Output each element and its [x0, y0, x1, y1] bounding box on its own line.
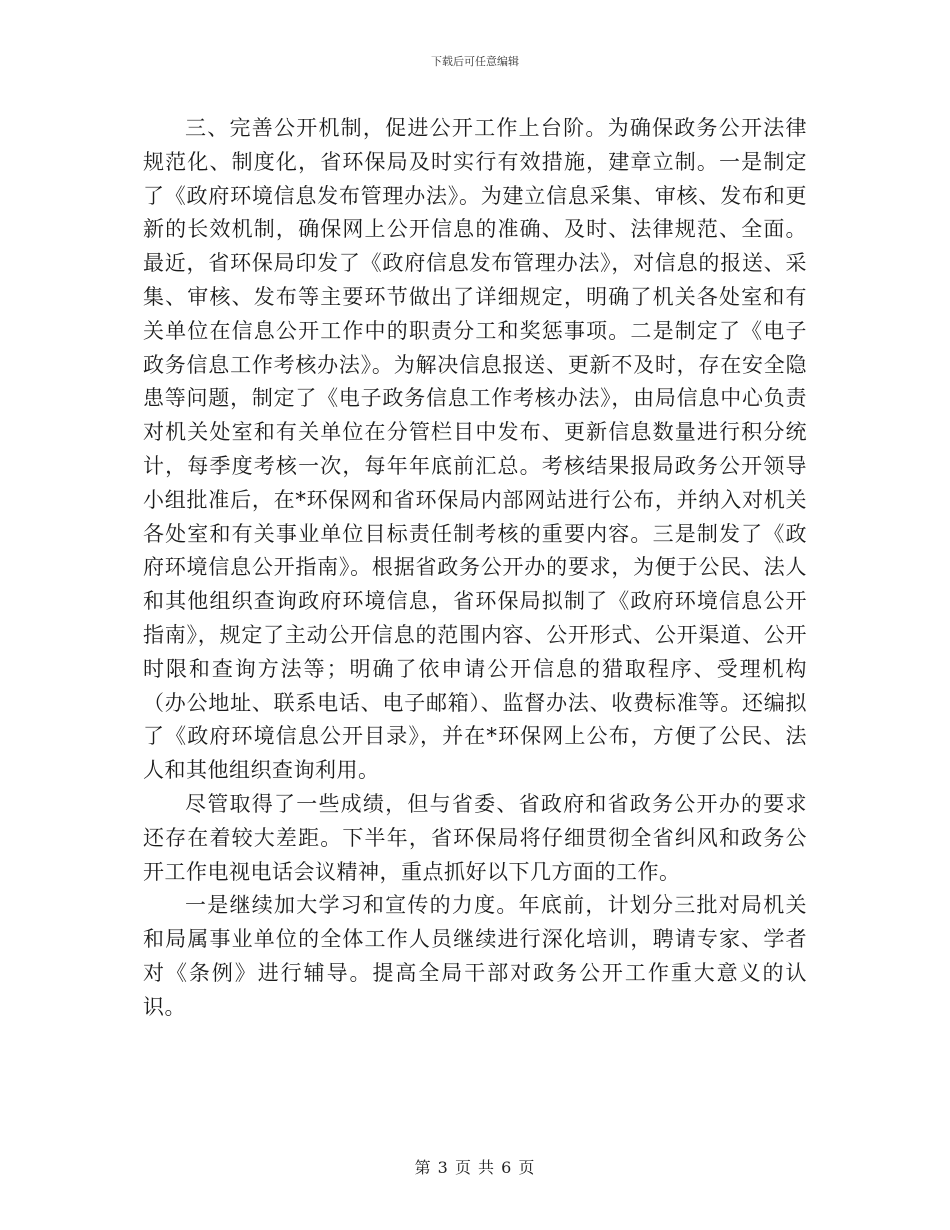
document-body — [143, 112, 807, 1025]
page-header-note: 下载后可任意编辑 — [431, 55, 519, 68]
paragraph-1: 三、完善公开机制，促进公开工作上台阶。为确保政务公开法律规范化、制度化，省环保局及时实行有效措施，建章立制。一是制定了《政府环境信息发布管理办法》。为建立信息采集、审核、发布和更新的长效机制，确保网上公开信息的准确、及时、法律规范、全面。最近，省环保局印发了《政府信息发布管理办法》，对信息的报送、采集、审核、发布等主要环节做出了详细规定，明确了机关各处室和有关单位在信息公开工作中的职责分工和奖惩事项。二是制定了《电子政务信息工作考核办法》。为解决信息报送、更新不及时，存在安全隐患等问题，制定了《电子政务信息工作考核办法》，由局信息中心负责对机关处室和有关单位在分管栏目中发布、更新信息数量进行积分统计，每季度考核一次，每年年底前汇总。考核结果报局政务公开领导小组批准后，在*环保网和省环保局内部网站进行公布，并纳入对机关各处室和有关事业单位目标责任制考核的重要内容。三是制发了《政府环境信息公开指南》。根据省政务公开办的要求，为便于公民、法人和其他组织查询政府环境信息，省环保局拟制了《政府环境信息公开指南》，规定了主动公开信息的范围内容、公开形式、公开渠道、公开时限和查询方法等；明确了依申请公开信息的猎取程序、受理机构（办公地址、联系电话、电子邮箱）、监督办法、收费标准等。还编拟了《政府环境信息公开目录》，并在*环保网上公布，方便了公民、法人和其他组织查询利用。 — [143, 116, 807, 783]
page-number: 第 3 页 共 6 页 — [414, 1158, 536, 1177]
paragraph-2: 尽管取得了一些成绩，但与省委、省政府和省政务公开办的要求还存在着较大差距。下半年，省环保局将仔细贯彻全省纠风和政务公开工作电视电话会议精神，重点抓好以下几方面的工作。 — [143, 791, 807, 884]
paragraph-3: 一是继续加大学习和宣传的力度。年底前，计划分三批对局机关和局属事业单位的全体工作人员继续进行深化培训，聘请专家、学者对《条例》进行辅导。提高全局干部对政务公开工作重大意义的认识。 — [143, 893, 807, 1019]
